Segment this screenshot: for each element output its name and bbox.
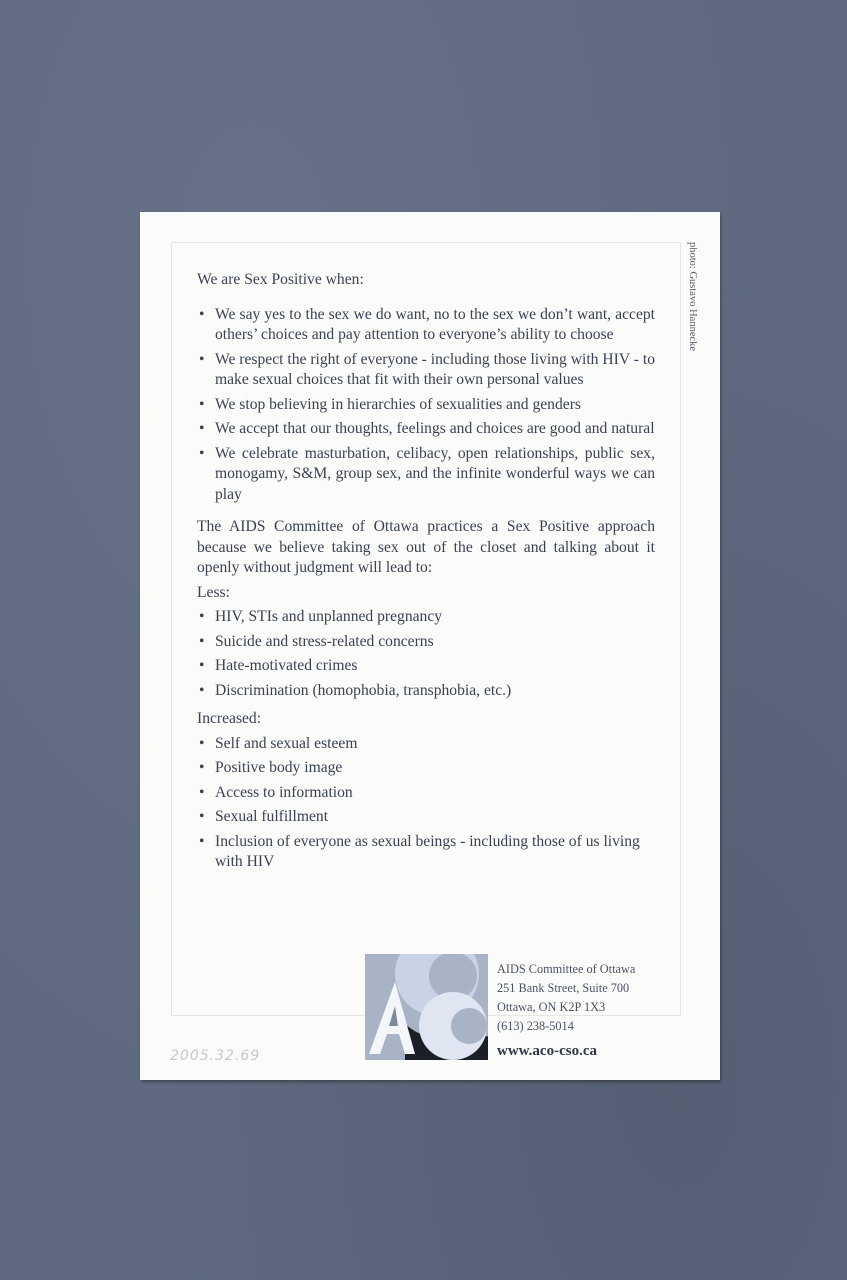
increased-list	[197, 734, 655, 873]
list-item: • Self and sexual esteem	[199, 734, 358, 752]
list-item: • Hate-motivated crimes	[199, 657, 358, 674]
pamphlet-content	[197, 270, 655, 877]
increased-label: Increased:	[197, 710, 262, 727]
less-list	[197, 607, 655, 701]
website-url: www.aco-cso.ca	[497, 1043, 597, 1059]
street-address: 251 Bank Street, Suite 700	[497, 981, 630, 995]
pamphlet-card	[140, 212, 720, 1080]
sex-positive-list	[197, 305, 655, 506]
city-postal: Ottawa, ON K2P 1X3	[497, 1000, 606, 1014]
org-name: AIDS Committee of Ottawa	[497, 962, 636, 976]
list-item: • We accept that our thoughts, feelings and choices are good and natural	[199, 420, 655, 437]
list-item: • Positive body image	[199, 759, 343, 776]
photo-credit: photo: Gustavo Hannecke	[687, 242, 698, 352]
aco-logo-graphic	[365, 954, 488, 1060]
list-item: • We stop believing in hierarchies of sexualities and genders	[199, 395, 581, 413]
contact-address	[497, 960, 635, 1036]
list-item: • Inclusion of everyone as sexual beings - including those of us living with HIV	[199, 832, 640, 870]
list-item: • We respect the right of everyone - including those living with HIV - to make sexual choices that fit with their own personal values	[199, 350, 655, 388]
less-label: Less:	[197, 583, 230, 601]
list-item: • Suicide and stress-related concerns	[199, 632, 434, 650]
list-item: • We say yes to the sex we do want, no to the sex we don’t want, accept others’ choices and pay attention to everyone’s ability to choose	[199, 305, 655, 343]
list-item: • Discrimination (homophobia, transphobia, etc.)	[199, 681, 512, 699]
approach-paragraph: The AIDS Committee of Ottawa practices a Sex Positive approach because we believe taking sex out of the closet and talking about it openly without judgment will lead to:	[197, 518, 655, 576]
phone-number: (613) 238-5014	[497, 1019, 574, 1033]
aco-logo	[365, 954, 488, 1060]
list-item: • We celebrate masturbation, celibacy, open relationships, public sex, monogamy, S&M, group sex, and the infinite wonderful ways we can play	[199, 444, 655, 503]
pencil-accession-note: 2005.32.69	[170, 1048, 261, 1064]
list-item: • Access to information	[199, 783, 353, 801]
list-item: • Sexual fulfillment	[199, 808, 329, 825]
intro-heading: We are Sex Positive when:	[197, 271, 364, 288]
list-item: • HIV, STIs and unplanned pregnancy	[199, 608, 443, 625]
